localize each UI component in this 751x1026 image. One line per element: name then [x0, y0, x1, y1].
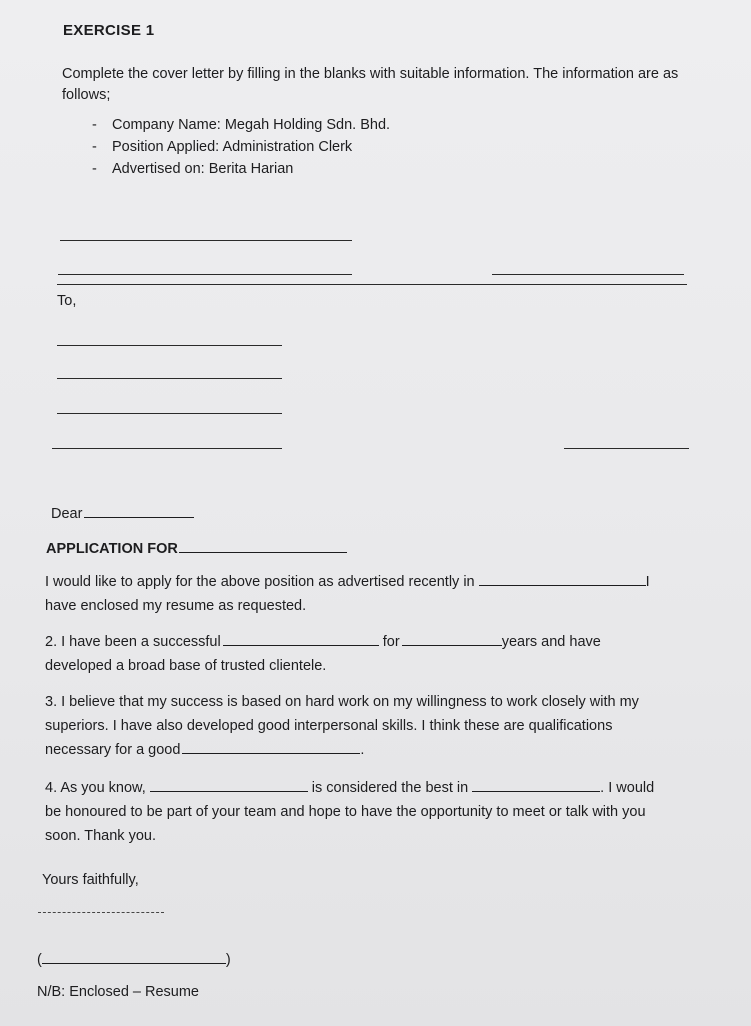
sender-address-line-2[interactable]: [58, 274, 352, 275]
bullet-dash: -: [92, 161, 97, 177]
exercise-title: EXERCISE 1: [63, 22, 155, 39]
industry-blank[interactable]: [472, 777, 600, 792]
subject-label: APPLICATION FOR: [46, 541, 178, 557]
p4-text-a: 4. As you know,: [45, 780, 146, 796]
p3-end: .: [360, 742, 365, 758]
years-blank[interactable]: [402, 631, 502, 646]
recipient-line-2[interactable]: [57, 378, 282, 379]
info-item-text: Company Name: Megah Holding Sdn. Bhd.: [112, 117, 391, 133]
to-label: To,: [57, 293, 77, 309]
qualification-blank[interactable]: [182, 739, 360, 754]
recipient-line-3[interactable]: [57, 413, 282, 414]
closing: Yours faithfully,: [42, 872, 139, 888]
company-blank[interactable]: [150, 777, 308, 792]
subject-blank[interactable]: [179, 538, 347, 553]
info-item-text: Advertised on: Berita Harian: [112, 161, 294, 177]
bullet-dash: -: [92, 139, 97, 155]
newspaper-blank[interactable]: [479, 571, 646, 586]
p2-for: for: [382, 634, 400, 650]
enclosure-note: N/B: Enclosed – Resume: [37, 984, 199, 1000]
p3-text-c: necessary for a good: [45, 742, 181, 758]
info-item-text: Position Applied: Administration Clerk: [112, 139, 353, 155]
bullet-dash: -: [92, 117, 97, 133]
p4-text-c: . I would: [600, 780, 655, 796]
name-close-paren: ): [225, 952, 231, 968]
p1-end: I: [645, 574, 650, 590]
name-blank[interactable]: [42, 949, 226, 964]
recipient-line-1[interactable]: [57, 345, 282, 346]
p1-text-b: have enclosed my resume as requested.: [45, 598, 307, 614]
info-item-company: [92, 117, 390, 133]
info-item-position: [92, 139, 352, 155]
paragraph-1: [45, 570, 705, 618]
dear-blank[interactable]: [84, 503, 194, 518]
name-field: [37, 949, 231, 968]
p2-text-a: 2. I have been a successful: [45, 634, 221, 650]
signature-line[interactable]: [38, 912, 164, 913]
paragraph-4: [45, 776, 705, 848]
paragraph-2: [45, 630, 705, 678]
exercise-instruction: Complete the cover letter by filling in the blanks with suitable information. The information are as follows;: [62, 66, 679, 103]
position-blank[interactable]: [223, 631, 379, 646]
reference-line[interactable]: [564, 448, 689, 449]
date-line[interactable]: [492, 274, 684, 275]
paragraph-3: [45, 690, 705, 762]
info-item-advertised: [92, 161, 293, 177]
name-open-paren: (: [37, 952, 42, 968]
p3-text-b: superiors. I have also developed good interpersonal skills. I think these are qualifications: [45, 718, 613, 734]
p1-text-a: I would like to apply for the above position as advertised recently in: [45, 574, 475, 590]
salutation: [51, 503, 194, 522]
p4-text-d: be honoured to be part of your team and hope to have the opportunity to meet or talk with you: [45, 804, 646, 820]
p2-text-b: years and have: [501, 634, 601, 650]
p4-text-b: is considered the best in: [311, 780, 469, 796]
p2-text-c: developed a broad base of trusted clientele.: [45, 658, 327, 674]
p3-text-a: 3. I believe that my success is based on hard work on my willingness to work closely with my: [45, 694, 639, 710]
sender-address-line-1[interactable]: [60, 240, 352, 241]
recipient-line-4[interactable]: [52, 448, 282, 449]
p4-text-e: soon. Thank you.: [45, 828, 156, 844]
subject-line: [46, 538, 347, 557]
dear-label: Dear: [51, 506, 83, 522]
letterhead-divider: [57, 284, 687, 285]
